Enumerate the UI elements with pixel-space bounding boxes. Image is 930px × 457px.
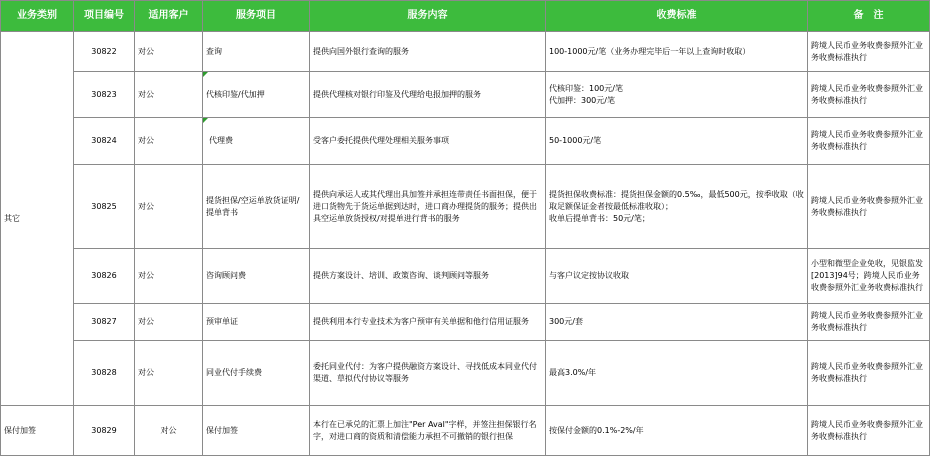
item-cell: 提货担保/空运单放货证明/提单背书 bbox=[203, 165, 310, 249]
code-cell: 30823 bbox=[74, 72, 135, 118]
code-cell: 30824 bbox=[74, 118, 135, 165]
item-cell: 同业代付手续费 bbox=[203, 341, 310, 406]
item-cell: 查询 bbox=[203, 32, 310, 72]
category-cell-guarantee: 保付加签 bbox=[1, 406, 74, 456]
remark-cell: 跨境人民币业务收费参照外汇业务收费标准执行 bbox=[808, 32, 930, 72]
item-cell: 代核印鉴/代加押 bbox=[203, 72, 310, 118]
item-cell: 预审单证 bbox=[203, 304, 310, 341]
client-cell: 对公 bbox=[135, 249, 203, 304]
fee-cell: 代核印鉴：100元/笔 代加押：300元/笔 bbox=[546, 72, 808, 118]
client-cell: 对公 bbox=[135, 406, 203, 456]
code-cell: 30829 bbox=[74, 406, 135, 456]
header-row bbox=[1, 1, 930, 32]
header-item: 服务项目 bbox=[203, 1, 310, 32]
remark-cell: 跨境人民币业务收费参照外汇业务收费标准执行 bbox=[808, 165, 930, 249]
fee-cell: 与客户议定按协议收取 bbox=[546, 249, 808, 304]
item-cell: 代理费 bbox=[203, 118, 310, 165]
header-category: 业务类别 bbox=[1, 1, 74, 32]
table-row bbox=[1, 32, 930, 72]
table-row bbox=[1, 165, 930, 249]
item-cell: 咨询顾问费 bbox=[203, 249, 310, 304]
content-cell: 提供利用本行专业技术为客户预审有关单据和他行信用证服务 bbox=[310, 304, 546, 341]
fee-cell: 提货担保收费标准：提货担保金额的0.5‰，最低500元，按季收取（收取足额保证金者按最低标准收取）； 收单后提单背书：50元/笔； bbox=[546, 165, 808, 249]
content-cell: 提供向承运人或其代理出具加签并承担连带责任书面担保，便于进口货物先于货运单据到达时，进口商办理提货的服务；提供出具空运单放货授权/对提单进行背书的服务 bbox=[310, 165, 546, 249]
category-cell-other: 其它 bbox=[1, 32, 74, 406]
code-cell: 30825 bbox=[74, 165, 135, 249]
header-code: 项目编号 bbox=[74, 1, 135, 32]
table-row bbox=[1, 341, 930, 406]
header-content: 服务内容 bbox=[310, 1, 546, 32]
code-cell: 30822 bbox=[74, 32, 135, 72]
fee-cell: 最高3.0%/年 bbox=[546, 341, 808, 406]
header-fee: 收费标准 bbox=[546, 1, 808, 32]
fee-cell: 50-1000元/笔 bbox=[546, 118, 808, 165]
header-remark: 备 注 bbox=[808, 1, 930, 32]
remark-cell: 跨境人民币业务收费参照外汇业务收费标准执行 bbox=[808, 341, 930, 406]
fee-cell: 300元/套 bbox=[546, 304, 808, 341]
fee-cell: 按保付金额的0.1%-2%/年 bbox=[546, 406, 808, 456]
content-cell: 提供代理核对银行印鉴及代理给电报加押的服务 bbox=[310, 72, 546, 118]
table-row bbox=[1, 406, 930, 456]
table-row bbox=[1, 118, 930, 165]
code-cell: 30826 bbox=[74, 249, 135, 304]
client-cell: 对公 bbox=[135, 341, 203, 406]
client-cell: 对公 bbox=[135, 165, 203, 249]
header-client: 适用客户 bbox=[135, 1, 203, 32]
item-cell: 保付加签 bbox=[203, 406, 310, 456]
client-cell: 对公 bbox=[135, 32, 203, 72]
content-cell: 提供向国外银行查询的服务 bbox=[310, 32, 546, 72]
client-cell: 对公 bbox=[135, 72, 203, 118]
content-cell: 本行在已承兑的汇票上加注"Per Aval"字样，并签注担保银行名字，对进口商的资质和清偿能力承担不可撤销的银行担保 bbox=[310, 406, 546, 456]
remark-cell: 跨境人民币业务收费参照外汇业务收费标准执行 bbox=[808, 72, 930, 118]
code-cell: 30828 bbox=[74, 341, 135, 406]
table-row bbox=[1, 72, 930, 118]
remark-cell: 跨境人民币业务收费参照外汇业务收费标准执行 bbox=[808, 118, 930, 165]
remark-cell: 跨境人民币业务收费参照外汇业务收费标准执行 bbox=[808, 304, 930, 341]
code-cell: 30827 bbox=[74, 304, 135, 341]
table-row bbox=[1, 304, 930, 341]
content-cell: 提供方案设计、培训、政策咨询、谈判顾问等服务 bbox=[310, 249, 546, 304]
content-cell: 委托同业代付：为客户提供融资方案设计、寻找低成本同业代付渠道、草拟代付协议等服务 bbox=[310, 341, 546, 406]
client-cell: 对公 bbox=[135, 118, 203, 165]
client-cell: 对公 bbox=[135, 304, 203, 341]
table-row bbox=[1, 249, 930, 304]
content-cell: 受客户委托提供代理处理相关服务事项 bbox=[310, 118, 546, 165]
remark-cell: 小型和微型企业免收，见银监发[2013]94号；跨境人民币业务收费参照外汇业务收费标准执行 bbox=[808, 249, 930, 304]
fee-cell: 100-1000元/笔（业务办理完毕后一年以上查询时收取） bbox=[546, 32, 808, 72]
remark-cell: 跨境人民币业务收费参照外汇业务收费标准执行 bbox=[808, 406, 930, 456]
